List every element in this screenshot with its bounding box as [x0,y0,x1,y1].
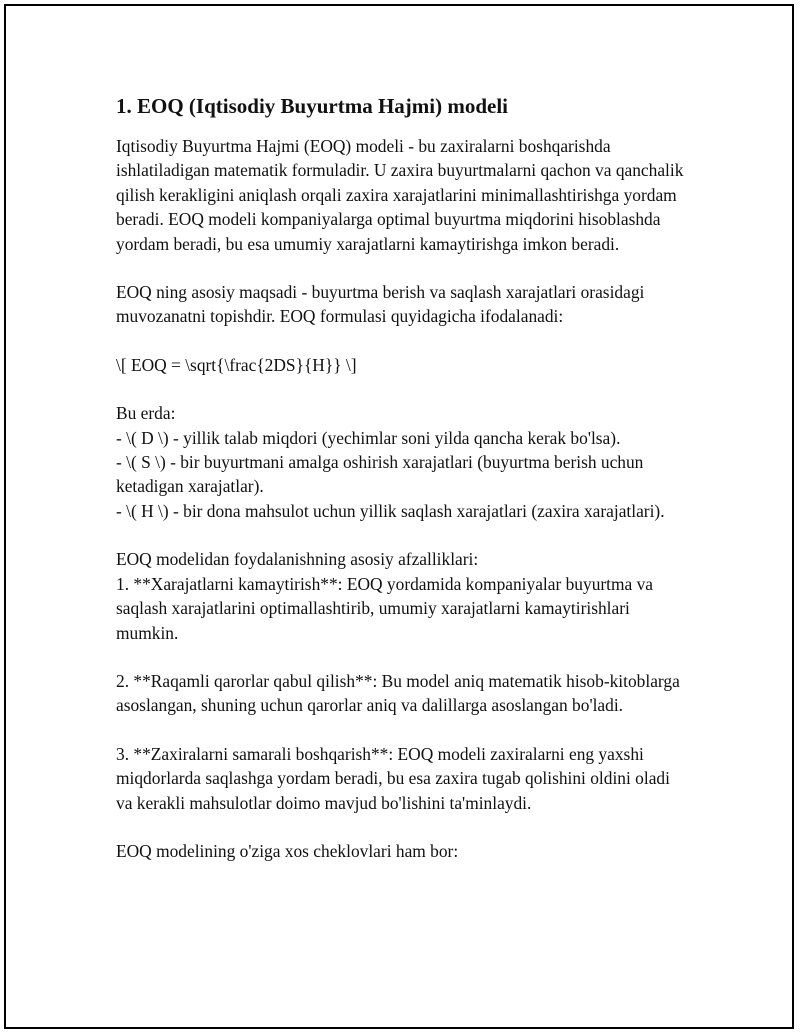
intro-paragraph: Iqtisodiy Buyurtma Hajmi (EOQ) modeli - bu zaxiralarni boshqarishda ishlatiladigan matematik formuladir. U zaxira buyurtmalarni qachon va qanchalik qilish kerakligini aniqlash orqali zaxira xarajatlarini minimallashtirishga yordam beradi. EOQ modeli kompaniyalarga optimal buyurtma miqdorini hisoblashda yordam beradi, bu esa umumiy xarajatlarni kamaytirishga imkon beradi. [116,136,684,254]
definitions-intro: Bu erda: [116,403,176,424]
limitations-intro: EOQ modelining o'ziga xos cheklovlari ham bor: [116,840,459,861]
formula-text: \[ EOQ = \sqrt{\frac{2DS}{H}} \] [116,354,357,375]
definitions-block [116,401,686,523]
section-heading: 1. EOQ (Iqtisodiy Buyurtma Hajmi) modeli [116,94,509,118]
advantages-block [116,547,686,645]
purpose-paragraph: EOQ ning asosiy maqsadi - buyurtma berish va saqlash xarajatlari orasidagi muvozanatni topishdir. EOQ formulasi quyidagicha ifodalanadi: [116,282,645,327]
definition-d: - \( D \) - yillik talab miqdori (yechimlar soni yilda qancha kerak bo'lsa). [116,427,621,448]
definition-s: - \( S \) - bir buyurtmani amalga oshirish xarajatlari (buyurtma berish uchun ketadigan xarajatlar). [116,452,644,497]
definition-h: - \( H \) - bir dona mahsulot uchun yillik saqlash xarajatlari (zaxira xarajatlari). [116,500,665,521]
advantage-item-3: 3. **Zaxiralarni samarali boshqarish**: EOQ modeli zaxiralarni eng yaxshi miqdorlarda saqlashga yordam beradi, bu esa zaxira tugab qolishini oldini oladi va kerakli mahsulotlar doimo mavjud bo'lishini ta'minlaydi. [116,743,670,813]
advantage-item-1: 1. **Xarajatlarni kamaytirish**: EOQ yordamida kompaniyalar buyurtma va saqlash xarajatlarini optimallashtirib, umumiy xarajatlarni kamaytirishlari mumkin. [116,573,654,643]
document-body [116,92,686,887]
advantage-item-2: 2. **Raqamli qarorlar qabul qilish**: Bu model aniq matematik hisob-kitoblarga asoslangan, shuning uchun qarorlar aniq va dalillarga asoslangan bo'ladi. [116,670,680,716]
advantages-intro: EOQ modelidan foydalanishning asosiy afzalliklari: [116,549,479,570]
